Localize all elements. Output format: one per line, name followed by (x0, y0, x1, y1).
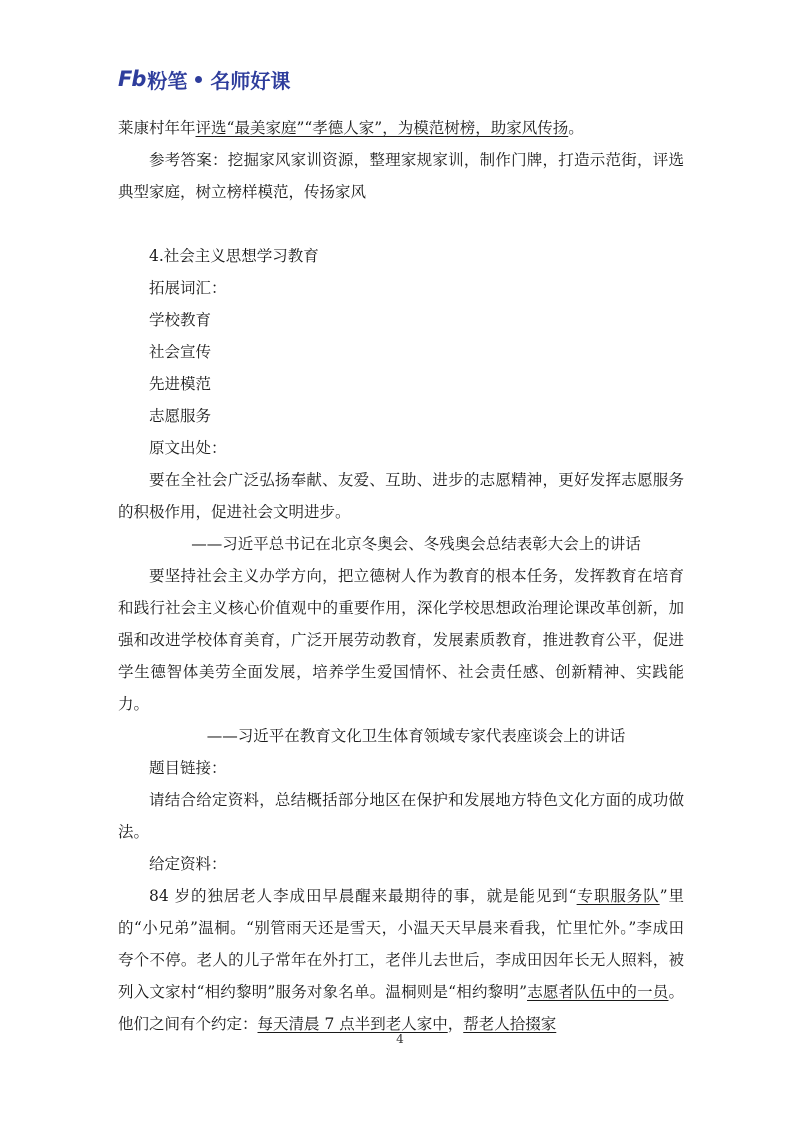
section-title: 4.社会主义思想学习教育 (149, 247, 319, 265)
vocab-label: 拓展词汇： (149, 279, 227, 297)
text-span: ， (447, 1015, 464, 1033)
underlined-text: 志愿者队伍中的一员 (527, 983, 669, 1001)
underlined-text: 每天清晨 7 点半到老人家中 (257, 1015, 448, 1033)
logo-name: 粉笔 (147, 68, 188, 93)
quote-attribution: ——习近平总书记在北京冬奥会、冬残奥会总结表彰大会上的讲话 (191, 535, 641, 553)
source-label: 原文出处： (149, 439, 227, 457)
vocab-item: 志愿服务 (149, 407, 212, 425)
logo-mark: Fb (118, 67, 146, 91)
vocab-item: 社会宣传 (149, 343, 212, 361)
quote-attribution: ——习近平在教育文化卫生体育领域专家代表座谈会上的讲话 (206, 727, 626, 745)
spacer (118, 208, 684, 240)
quote-paragraph: 要在全社会广泛弘扬奉献、友爱、互助、进步的志愿精神，更好发挥志愿服务的积极作用，促进社会文明进步。 (118, 471, 684, 521)
vocab-item: 先进模范 (149, 375, 212, 393)
logo-slogan: 名师好课 (210, 68, 291, 93)
question-text: 请结合给定资料，总结概括部分地区在保护和发展地方特色文化方面的成功做法。 (118, 791, 684, 841)
question-label: 题目链接： (149, 759, 227, 777)
text-span: ”里的“小兄弟”温桐。“别管雨天还是雪天，小温天天早晨来看我，忙里忙外。”李成田夸个不停。老人的儿子常年在外打工，老伴儿去世后，李成田因年长无人照料，被列入文家村“相约黎明”服务对象名单。温桐则是“相约黎明” (118, 887, 684, 1001)
reference-answer: 参考答案：挖掘家风家训资源，整理家规家训，制作门牌，打造示范街，评选典型家庭，树立榜样模范，传扬家风 (118, 151, 684, 201)
underlined-text: 评选“最美家庭”“孝德人家”，为模范树榜，助家风传扬 (195, 119, 569, 137)
document-body (118, 112, 684, 1040)
fenbi-logo-icon (118, 67, 147, 91)
material-paragraph (118, 880, 684, 1040)
quote-paragraph: 要坚持社会主义办学方向，把立德树人作为教育的根本任务，发挥教育在培育和践行社会主义核心价值观中的重要作用，深化学校思想政治理论课改革创新，加强和改进学校体育美育，广泛开展劳动教育，发展素质教育，推进教育公平，促进学生德智体美劳全面发展，培养学生爱国情怀、社会责任感、创新精神、实践能力。 (118, 567, 684, 713)
continued-paragraph (118, 112, 684, 144)
header (118, 64, 290, 94)
text-span: 。 (568, 119, 584, 137)
underlined-text: 专职服务队 (576, 887, 660, 905)
logo-separator-dot (195, 76, 202, 83)
vocab-item: 学校教育 (149, 311, 212, 329)
material-label: 给定资料： (149, 855, 227, 873)
text-span: 84 岁的独居老人李成田早晨醒来最期待的事，就是能见到“ (149, 887, 577, 905)
page-number: 4 (396, 1032, 404, 1046)
text-span: 莱康村年年 (118, 119, 196, 137)
underlined-text: 帮老人拾掇家 (463, 1015, 557, 1033)
text-span: 。他们之间有个约定： (118, 983, 684, 1033)
